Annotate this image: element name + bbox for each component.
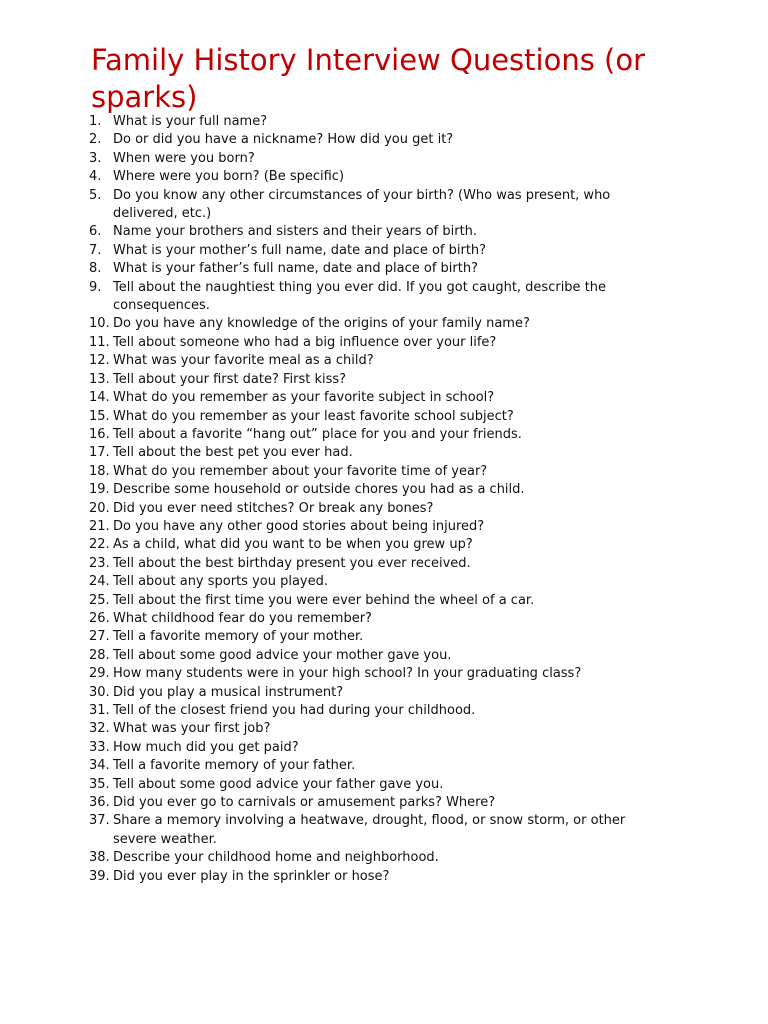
question-item xyxy=(0,812,658,849)
question-text: Did you ever need stitches? Or break any bones? xyxy=(113,500,434,516)
question-item xyxy=(0,647,658,665)
question-text: Do you have any other good stories about being injured? xyxy=(113,518,485,534)
question-item xyxy=(0,481,658,499)
question-item xyxy=(0,389,658,407)
question-number: 4. xyxy=(89,169,102,185)
question-number: 8. xyxy=(89,261,102,277)
question-item xyxy=(0,794,658,812)
question-item xyxy=(0,334,658,352)
question-text: How much did you get paid? xyxy=(113,739,299,755)
question-number: 31. xyxy=(89,703,110,718)
question-text: What is your mother’s full name, date and place of birth? xyxy=(113,242,487,258)
question-item xyxy=(0,555,658,573)
question-text: What was your favorite meal as a child? xyxy=(113,353,374,369)
question-text: Tell about the best pet you ever had. xyxy=(113,445,353,461)
question-text: Tell about the best birthday present you ever received. xyxy=(113,555,471,571)
question-text: Tell about your first date? First kiss? xyxy=(113,371,347,387)
question-number: 32. xyxy=(89,721,110,737)
question-number: 5. xyxy=(89,187,102,203)
question-text: What do you remember about your favorite time of year? xyxy=(113,463,488,479)
question-text: Did you play a musical instrument? xyxy=(113,684,344,700)
question-number: 11. xyxy=(89,334,110,350)
question-number: 26. xyxy=(89,610,110,626)
question-number: 22. xyxy=(89,537,110,553)
question-number: 7. xyxy=(89,242,102,258)
question-number: 21. xyxy=(89,518,110,534)
question-number: 1. xyxy=(89,114,102,129)
question-item xyxy=(0,684,658,702)
question-text: Name your brothers and sisters and their years of birth. xyxy=(113,224,478,240)
question-item xyxy=(0,573,658,591)
question-text: Describe some household or outside chores you had as a child. xyxy=(113,482,525,498)
question-text: Did you ever play in the sprinkler or hose? xyxy=(113,868,390,884)
question-number: 18. xyxy=(89,463,110,479)
question-number: 29. xyxy=(89,666,110,682)
question-item xyxy=(0,260,658,278)
question-item xyxy=(0,849,658,867)
question-item xyxy=(0,113,658,131)
question-number: 24. xyxy=(89,574,110,590)
question-item xyxy=(0,776,658,794)
question-number: 13. xyxy=(89,371,110,387)
question-item xyxy=(0,500,658,518)
question-list xyxy=(0,113,768,886)
question-text: Tell a favorite memory of your father. xyxy=(113,758,356,774)
question-number: 30. xyxy=(89,684,110,700)
question-text: Do you know any other circumstances of your birth? (Who was present, who delivered, etc.) xyxy=(113,187,611,222)
question-text: How many students were in your high school? In your graduating class? xyxy=(113,666,582,682)
question-text: What was your first job? xyxy=(113,721,271,737)
question-number: 27. xyxy=(89,629,110,645)
question-item xyxy=(0,242,658,260)
question-item xyxy=(0,408,658,426)
question-text: As a child, what did you want to be when you grew up? xyxy=(113,537,473,553)
question-number: 39. xyxy=(89,868,110,884)
question-item xyxy=(0,739,658,757)
question-text: Tell about any sports you played. xyxy=(113,574,329,590)
question-number: 12. xyxy=(89,353,110,369)
question-text: Tell about a favorite “hang out” place for you and your friends. xyxy=(113,426,522,442)
question-item xyxy=(0,720,658,738)
question-number: 23. xyxy=(89,555,110,571)
page-title: Family History Interview Questions (or sparks) xyxy=(91,43,646,114)
question-text: What do you remember as your favorite subject in school? xyxy=(113,390,495,406)
question-text: When were you born? xyxy=(113,150,255,166)
question-number: 28. xyxy=(89,647,110,663)
question-number: 14. xyxy=(89,390,110,406)
question-item xyxy=(0,518,658,536)
question-number: 34. xyxy=(89,758,110,774)
question-item xyxy=(0,426,658,444)
question-text: Tell about some good advice your mother gave you. xyxy=(113,647,452,663)
question-item xyxy=(0,168,658,186)
question-number: 15. xyxy=(89,408,110,424)
question-item xyxy=(0,223,658,241)
question-item xyxy=(0,868,658,886)
question-item xyxy=(0,279,658,316)
question-item xyxy=(0,315,658,333)
question-item xyxy=(0,150,658,168)
question-item xyxy=(0,463,658,481)
question-text: Did you ever go to carnivals or amusement parks? Where? xyxy=(113,795,496,811)
question-number: 10. xyxy=(89,316,110,332)
question-text: Do you have any knowledge of the origins of your family name? xyxy=(113,316,530,332)
question-text: Tell about the naughtiest thing you ever did. If you got caught, describe the consequences. xyxy=(113,279,607,314)
question-text: Do or did you have a nickname? How did you get it? xyxy=(113,132,454,148)
question-text: Describe your childhood home and neighborhood. xyxy=(113,850,439,866)
question-item xyxy=(0,536,658,554)
question-number: 20. xyxy=(89,500,110,516)
question-text: What do you remember as your least favorite school subject? xyxy=(113,408,514,424)
question-number: 19. xyxy=(89,482,110,498)
question-item xyxy=(0,628,658,646)
question-number: 38. xyxy=(89,850,110,866)
question-text: Tell a favorite memory of your mother. xyxy=(113,629,364,645)
question-item xyxy=(0,352,658,370)
question-item xyxy=(0,187,658,224)
question-item xyxy=(0,757,658,775)
question-number: 35. xyxy=(89,776,110,792)
question-item xyxy=(0,702,658,720)
question-number: 6. xyxy=(89,224,102,240)
question-number: 33. xyxy=(89,739,110,755)
question-item xyxy=(0,592,658,610)
question-text: What is your full name? xyxy=(113,114,268,129)
question-text: What childhood fear do you remember? xyxy=(113,610,372,626)
question-text: Where were you born? (Be specific) xyxy=(113,169,345,185)
question-number: 36. xyxy=(89,795,110,811)
question-item xyxy=(0,444,658,462)
question-text: Share a memory involving a heatwave, drought, flood, or snow storm, or other severe weather. xyxy=(113,813,626,847)
question-text: Tell about some good advice your father gave you. xyxy=(113,776,444,792)
question-item xyxy=(0,131,658,149)
question-number: 17. xyxy=(89,445,110,461)
question-text: What is your father’s full name, date and place of birth? xyxy=(113,261,478,277)
question-number: 37. xyxy=(89,813,110,829)
question-text: Tell of the closest friend you had during your childhood. xyxy=(113,703,476,718)
question-number: 2. xyxy=(89,132,102,148)
question-number: 3. xyxy=(89,150,102,166)
question-text: Tell about the first time you were ever behind the wheel of a car. xyxy=(113,592,535,608)
question-text: Tell about someone who had a big influence over your life? xyxy=(113,334,497,350)
question-number: 9. xyxy=(89,279,102,295)
question-item xyxy=(0,371,658,389)
question-item xyxy=(0,610,658,628)
question-number: 25. xyxy=(89,592,110,608)
question-item xyxy=(0,665,658,683)
question-number: 16. xyxy=(89,426,110,442)
